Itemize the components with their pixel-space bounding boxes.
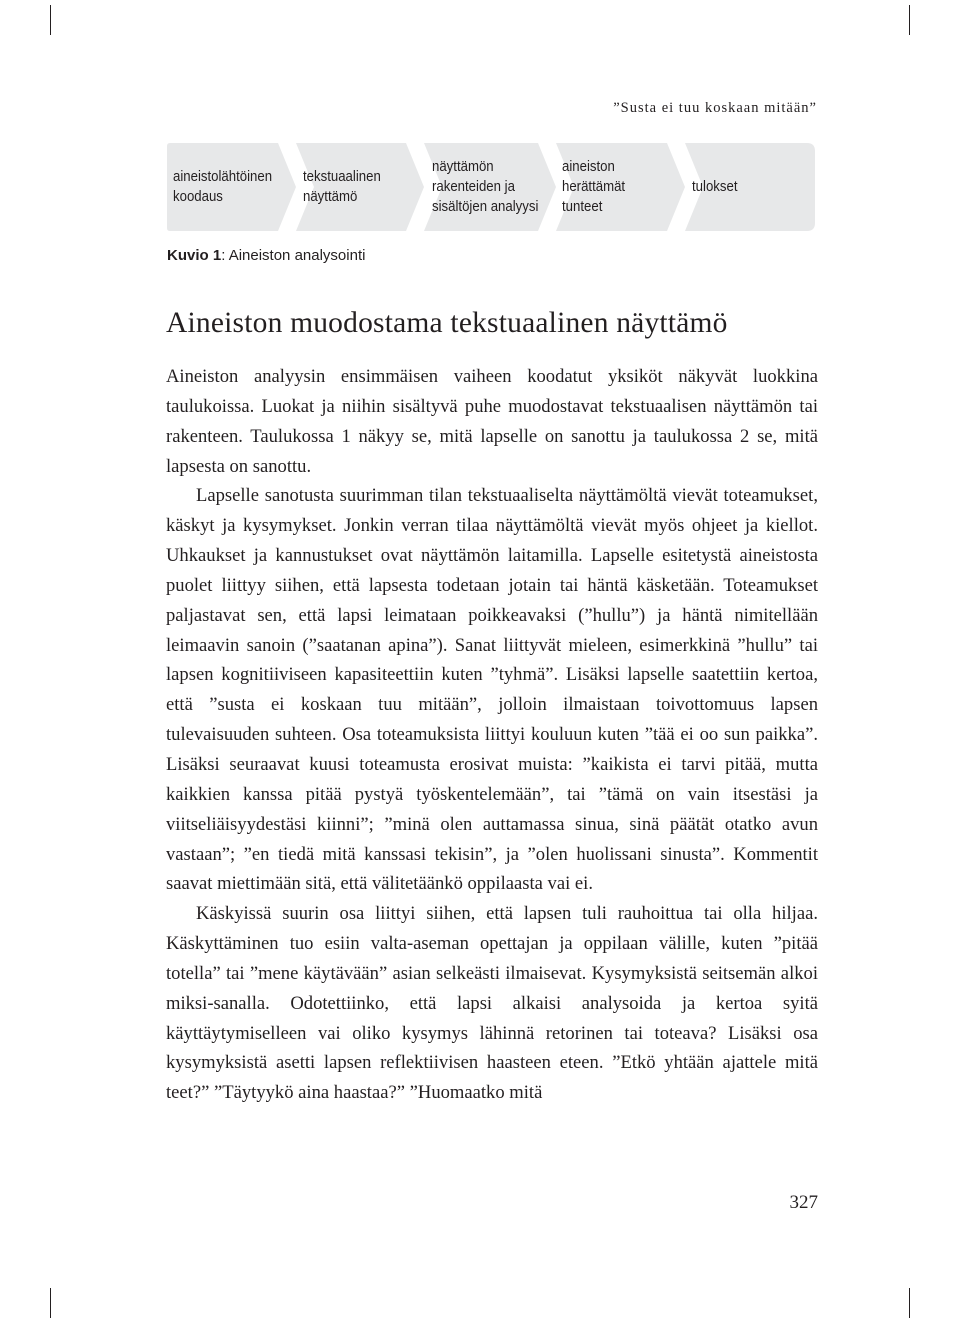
flow-step-label-3: näyttämön rakenteiden ja sisältöjen analyysi — [432, 158, 539, 215]
section-title: Aineiston muodostama tekstuaalinen näyttämö — [166, 307, 728, 339]
flow-step-label-1: aineistolähtöinen koodaus — [173, 168, 273, 205]
flow-step-label-2: tekstuaalinen näyttämö — [303, 168, 381, 205]
process-flow-diagram — [166, 142, 816, 232]
page-number: 327 — [789, 1192, 818, 1213]
crop-mark-bottom-left — [50, 1288, 51, 1318]
crop-mark-bottom-right — [909, 1288, 910, 1318]
body-text — [166, 362, 818, 1108]
figure-caption — [167, 247, 365, 264]
figure-caption-label: Kuvio 1 — [167, 247, 222, 264]
paragraph-3: Käskyissä suurin osa liittyi siihen, että lapsen tuli rauhoittua tai olla hiljaa. Käskyttäminen tuo esiin valta-aseman opettajan ja oppilaan välille, kuten ”pitää totella” tai ”mene käytävään” asian selkeästi ilmaisevat. Kysymyksistä seitsemän alkoi miksi-sanalla. Odotettiinko, että lapsi alkaisi analysoida ja kertoa syitä käyttäytymiselleen vai oliko kysymys lähinnä retorinen tai toteava? Lisäksi osa kysymyksistä asetti lapsen reflektiivisen haasteen eteen. ”Etkö yhtään ajattele mitä teet?” ”Täytyykö aina haastaa?” ”Huomaatko mitä — [166, 903, 818, 1104]
crop-mark-top-left — [50, 5, 51, 35]
paragraph-1: Aineiston analyysin ensimmäisen vaiheen koodatut yksiköt näkyvät luokkina taulukoissa. Luokat ja niihin sisältyvä puhe muodostavat tekstuaalisen näyttämön tai rakenteen. Taulukossa 1 näkyy se, mitä lapselle on sanottu ja taulukossa 2 se, mitä lapsesta on sanottu. — [166, 366, 818, 477]
paragraph-2: Lapselle sanotusta suurimman tilan tekstuaaliselta näyttämöltä vievät toteamukset, käskyt ja kysymykset. Jonkin verran tilaa näyttämöltä vievät myös ohjeet ja kiellot. Uhkaukset ja kannustukset ovat näyttämön laitamilla. Lapselle esitetystä aineistosta puolet liittyy siihen, että lapsesta todetaan jotain tai häntä käsketään. Toteamukset paljastavat sen, että lapsi leimataan poikkeavaksi (”hullu”) ja häntä nimitellään leimaavin sanoin (”saatanan apina”). Sanat liittyvät mieleen, esimerkkinä ”hullu” tai lapsen kognitiiviseen kapasiteettiin kuten ”tyhmä”. Lisäksi lapselle saatettiin kertoa, että ”susta ei koskaan tuu mitään”, jolloin ilmaistaan toivottomuus lapsen tulevaisuuden suhteen. Osa toteamuksista liittyi kouluun kuten ”tää ei oo sun paikka”. Lisäksi seuraavat kuusi toteamusta erosivat muista: ”kaikista ei tarvi pitää, mutta kaikkien kanssa pitää pystyä työskentelemään”, tai ”tämä on vain itsestäsi ja viitseliäisyydestäsi kiinni”; ”minä olen auttamassa sinua, sinä päätät otatko avun vastaan”; ”en tiedä mitä kanssasi tekisin”, ja ”olen huolissani sinusta”. Kommentit saavat miettimään sitä, että välitetäänkö oppilaasta vai ei. — [166, 485, 818, 895]
flow-step-label-4: aineiston herättämät tunteet — [562, 158, 626, 215]
flow-step-label-5: tulokset — [692, 178, 738, 195]
running-header: ”Susta ei tuu koskaan mitään” — [613, 100, 817, 116]
figure-caption-text: : Aineiston analysointi — [221, 247, 366, 264]
crop-mark-top-right — [909, 5, 910, 35]
